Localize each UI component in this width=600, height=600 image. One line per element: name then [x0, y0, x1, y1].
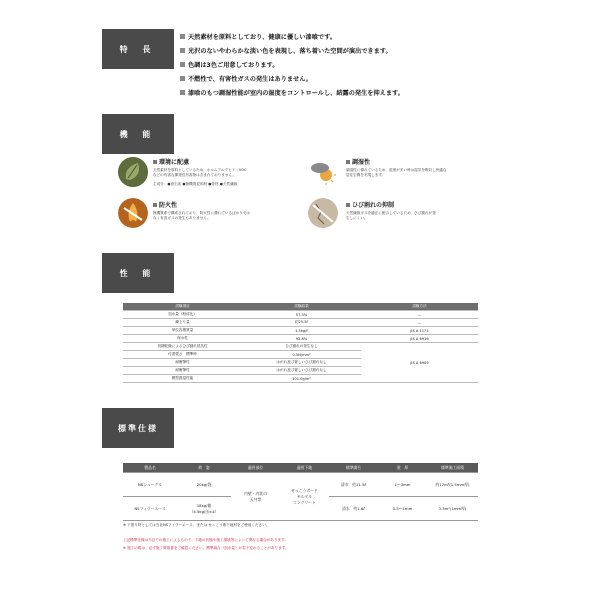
- note-standard: 上記標準仕様は当社での施工によるもので、下地の状態や施工環境等によって異なる場合があります。: [123, 538, 288, 542]
- table-row: NSフィラーエース 18kg/箱 （4.5kg/缶×4） 清水 約1.6ℓ 0.5〜1mm 3.3m²(1mm厚): [123, 497, 478, 521]
- bullet-icon: [180, 48, 185, 53]
- feature-item: 色調は3色ご用意しております。: [180, 57, 480, 71]
- crack-icon: [308, 198, 338, 228]
- feature-item: 光沢のないやわらかな淡い色を表現し、落ち着いた空間が演出できます。: [180, 43, 480, 57]
- section-label-standard: 標準仕様: [102, 408, 174, 448]
- section-label-function: 機 能: [102, 114, 174, 154]
- table-row: 模型透湿性能 101.0g/m²: [123, 375, 478, 383]
- function-title-crack: ひび割れの抑制: [346, 200, 394, 209]
- table-row: 耐衝撃性 はがれ及び著しいひび割れなし: [123, 359, 478, 367]
- function-title-fire: 防火性: [153, 200, 177, 209]
- table-header-row: 製品名 荷 姿 適用部位 適用下地 標準調合 塗 厚 標準施工面積: [123, 463, 478, 473]
- table-row: 初期乾燥によるひび割れ抵抗性 ひび割れの発生なし JIS A 6909: [123, 343, 478, 351]
- table-row: 保水性 92.8% JIS A 6916: [123, 335, 478, 343]
- table-row: 付着強さ 標準時 0.5N/mm²: [123, 351, 478, 359]
- table-row: 練上り量 約25.5ℓ —: [123, 319, 478, 327]
- function-title-humidity: 調湿性: [346, 157, 370, 166]
- sun-cloud-icon: [308, 157, 338, 187]
- features-list: [180, 29, 480, 99]
- feature-item: 漆喰のもつ調湿性能が室内の湿度をコントロールし、結露の発生を抑えます。: [180, 85, 480, 99]
- leaf-icon: [118, 157, 148, 187]
- section-label-features: 特 長: [102, 29, 174, 69]
- function-text-fire: 無機質系で構成されており、防火性に優れているばかりでは なく有害ガスの発生もありません。: [153, 211, 251, 220]
- note-primer: ※ 下塗り材としては当社NSフィラーエース、または せっこう系下地材をご使用ください。: [123, 523, 270, 527]
- function-text-eco: 天然素材を原料としているため、ホルムアルデヒド・VOC などの有害な揮発性有害物は含まれておりません。 主成分：●消石灰 ●無機質混和材 ●骨材 ●天然繊維: [153, 168, 247, 186]
- function-text-crack: 天然繊維ガスを適正に配合しているため、ひび割れが発 生しにくい。: [346, 211, 436, 220]
- bullet-icon: [180, 76, 185, 81]
- function-text-humidity: 調湿性に優れているため、湿度が多い時は湿気を吸収し快適な 居住空間を実現します。: [346, 168, 447, 177]
- bullet-icon: [180, 90, 185, 95]
- bullet-icon: [180, 62, 185, 67]
- performance-table: [123, 303, 478, 383]
- fire-icon: [118, 198, 148, 228]
- standard-spec-table: [123, 463, 478, 521]
- table-row: 加水量（粉体比） 57.5% —: [123, 311, 478, 319]
- note-caution: ※ 施工の際は、必ず施工要領書をご確認ください。標準調合（加水量）が若干変わることがあります。: [123, 546, 289, 550]
- feature-item: 不燃性で、有害性ガスの発生はありません。: [180, 71, 480, 85]
- function-title-eco: 環境に配慮: [153, 157, 189, 166]
- table-header-row: 試験項目 試験結果 試験方法: [123, 303, 478, 311]
- table-row: 耐衝撃性 はがれ及び著しいひび割れなし: [123, 367, 478, 375]
- table-row: 単位容積質量 1.5kg/ℓ JIS A 1171: [123, 327, 478, 335]
- feature-item: 天然素材を原料としており、健康に優しい漆喰です。: [180, 29, 480, 43]
- table-row: NSシュークル 20kg/袋 内壁・内装の 天井等 せっこうボード モルタル コンクリート 清水 約11.5ℓ 1〜3mm 約17m²(1.5mm厚): [123, 473, 478, 497]
- section-label-performance: 性 能: [102, 253, 174, 293]
- bullet-icon: [180, 34, 185, 39]
